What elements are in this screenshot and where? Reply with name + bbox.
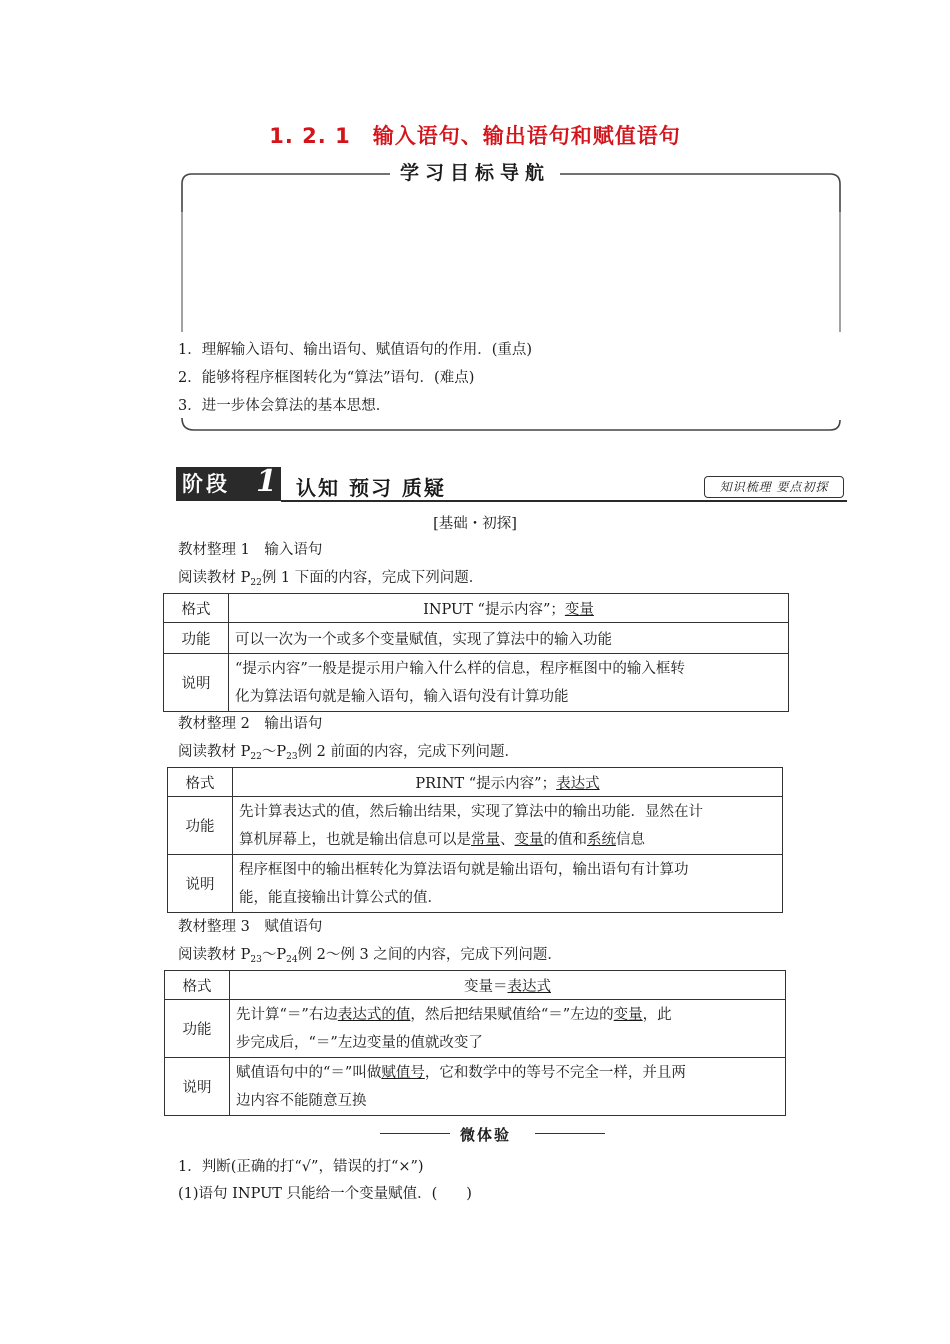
page-title: 1. 2. 1 输入语句、输出语句和赋值语句 [269, 124, 681, 148]
goal-3: 3．进一步体会算法的基本思想． [178, 398, 391, 414]
stage-badge: 知识梳理 要点初探 [704, 476, 844, 498]
table-row [168, 855, 783, 913]
goal-1: 1．理解输入语句、输出语句、赋值语句的作用．(重点) [178, 342, 533, 358]
function-key: 功能 [164, 623, 229, 654]
stage-title: 认知 预习 质疑 [296, 476, 446, 500]
table-row [164, 623, 789, 654]
format-value: INPUT “提示内容”；变量 [229, 594, 789, 623]
function-key: 功能 [165, 1000, 230, 1058]
table-row [165, 1000, 786, 1058]
topic2-heading: 教材整理 2 输出语句 [178, 716, 323, 732]
topic1-heading: 教材整理 1 输入语句 [178, 542, 323, 558]
format-key: 格式 [168, 768, 233, 797]
topic3-intro: 阅读教材 $P_{23}\sim P_{24}$例 2～例 3 之间的内容，完成下列问题． [178, 947, 562, 965]
function-value: 可以一次为一个或多个变量赋值，实现了算法中的输入功能 [229, 623, 789, 654]
stage-divider [281, 500, 847, 502]
table-row [168, 797, 783, 855]
learning-goals-label: 学习目标导航 [0, 158, 950, 185]
topic3-heading: 教材整理 3 赋值语句 [178, 919, 323, 935]
input-statement-table [163, 593, 789, 712]
function-value: 先计算“＝”右边表达式的值，然后把结果赋值给“＝”左边的变量，此 步完成后，“＝”左边变量的值就改变了 [230, 1000, 786, 1058]
micro-experience-divider [380, 1124, 605, 1144]
note-key: 说明 [164, 654, 229, 712]
format-value: PRINT “提示内容”；表达式 [233, 768, 783, 797]
note-value: 程序框图中的输出框转化为算法语句就是输出语句，输出语句有计算功 能，能直接输出计算公式的值． [233, 855, 783, 913]
section-tag: [基础・初探] [433, 516, 517, 532]
output-statement-table [167, 767, 783, 913]
table-row [168, 768, 783, 797]
function-value: 先计算表达式的值，然后输出结果，实现了算法中的输出功能．显然在计 算机屏幕上，也就是输出信息可以是常量、变量的值和系统信息 [233, 797, 783, 855]
topic1-intro: 阅读教材 $P_{22}$例 1 下面的内容，完成下列问题． [178, 570, 484, 588]
note-value: “提示内容”一般是提示用户输入什么样的信息，程序框图中的输入框转 化为算法语句就是输入语句，输入语句没有计算功能 [229, 654, 789, 712]
goal-2: 2．能够将程序框图转化为“算法”语句．(难点) [178, 370, 475, 386]
function-key: 功能 [168, 797, 233, 855]
format-key: 格式 [165, 971, 230, 1000]
table-row [164, 654, 789, 712]
note-value: 赋值语句中的“＝”叫做赋值号，它和数学中的等号不完全一样，并且两 边内容不能随意互换 [230, 1058, 786, 1116]
table-row [165, 971, 786, 1000]
format-value: 变量＝表达式 [230, 971, 786, 1000]
assignment-statement-table [164, 970, 786, 1116]
micro-experience-label: 微体验 [460, 1126, 512, 1144]
note-key: 说明 [165, 1058, 230, 1116]
topic2-intro: 阅读教材 $P_{22}\sim P_{23}$例 2 前面的内容，完成下列问题． [178, 744, 519, 762]
exercise-1-1: (1)语句 INPUT 只能给一个变量赋值．( ) [178, 1186, 472, 1202]
table-row [164, 594, 789, 623]
stage-number-block: 阶段 1 [176, 467, 281, 501]
format-key: 格式 [164, 594, 229, 623]
note-key: 说明 [168, 855, 233, 913]
table-row [165, 1058, 786, 1116]
exercise-1: 1．判断(正确的打“√”，错误的打“×”) [178, 1159, 424, 1175]
